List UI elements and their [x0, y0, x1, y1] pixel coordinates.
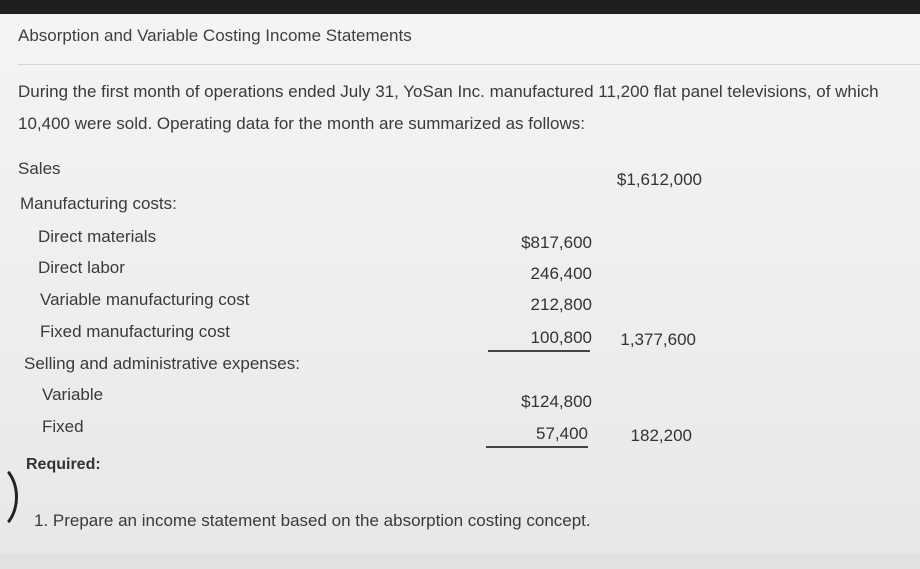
selling-underline [486, 446, 588, 448]
direct-materials-amount: $817,600 [521, 233, 592, 252]
direct-labor-label: Direct labor [38, 258, 125, 277]
manufacturing-costs-label: Manufacturing costs: [20, 194, 177, 213]
sales-label: Sales [18, 159, 61, 178]
variable-manufacturing-amount: 212,800 [530, 295, 592, 314]
selling-admin-label: Selling and administrative expenses: [24, 354, 300, 373]
fixed-manufacturing-label: Fixed manufacturing cost [40, 322, 230, 341]
manufacturing-total: 1,377,600 [620, 330, 696, 349]
selling-variable-label: Variable [42, 385, 104, 404]
page-title: Absorption and Variable Costing Income Statements [18, 26, 412, 45]
manufacturing-underline [488, 350, 590, 352]
sales-total: $1,612,000 [616, 170, 702, 189]
selling-fixed-label: Fixed [42, 417, 84, 436]
selling-variable-amount: $124,800 [521, 392, 592, 411]
bottom-bar [0, 553, 920, 569]
direct-labor-amount: 246,400 [530, 264, 592, 283]
direct-materials-label: Direct materials [38, 227, 157, 246]
question-1: 1. Prepare an income statement based on the absorption costing concept. [34, 511, 591, 530]
intro-paragraph: During the first month of operations ended July 31, YoSan Inc. manufactured 11,200 flat panel televisions, of which 10,400 were sold. Operating data for the month are summarized as follows: [18, 82, 879, 133]
variable-manufacturing-label: Variable manufacturing cost [40, 290, 250, 309]
selling-fixed-amount: 57,400 [536, 424, 588, 443]
selling-total: 182,200 [630, 426, 692, 445]
fixed-manufacturing-amount: 100,800 [530, 328, 592, 347]
required-label: Required: [26, 456, 101, 473]
title-divider [18, 64, 920, 65]
